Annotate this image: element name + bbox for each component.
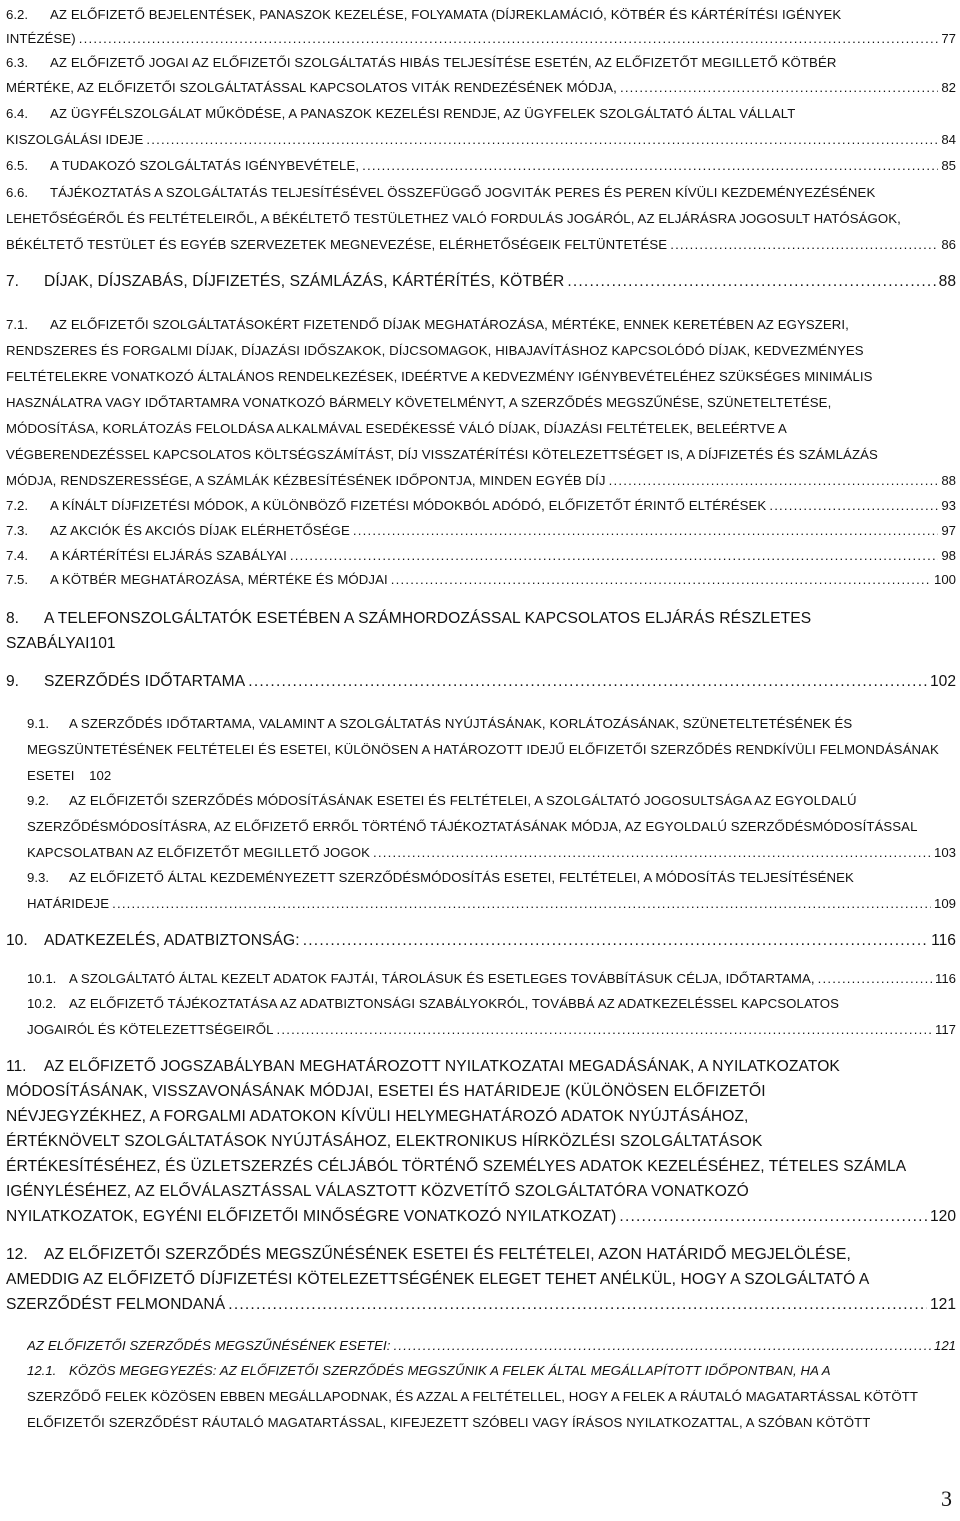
toc-number: 6.4. <box>6 106 28 121</box>
toc-text: AZ ELŐFIZETŐI SZERZŐDÉS MEGSZŰNÉSÉNEK ESETEI: <box>27 1338 391 1353</box>
toc-text: AZ AKCIÓK ÉS AKCIÓS DÍJAK ELÉRHETŐSÉGE <box>50 523 350 538</box>
toc-entry-6-6-line1[interactable] <box>6 180 956 206</box>
toc-leader <box>769 493 938 519</box>
toc-text: MÉRTÉKE, AZ ELŐFIZETŐI SZOLGÁLTATÁSSAL KAPCSOLATOS VITÁK RENDEZÉSÉNEK MÓDJA, <box>6 80 617 95</box>
toc-text: ELŐFIZETŐI SZERZŐDÉST RÁUTALÓ MAGATARTÁSSAL, KIFEJEZETT SZÓBELI VAGY ÍRÁSOS NYILATKOZATTAL, A SZÓBAN KÖTÖTT <box>27 1415 871 1430</box>
toc-text: KÖZÖS MEGEGYEZÉS: AZ ELŐFIZETŐI SZERZŐDÉS MEGSZŰNIK A FELEK ÁLTAL MEGÁLLAPÍTOTT IDŐPONTBAN, HA A <box>69 1363 831 1378</box>
toc-entry-6-4-line1[interactable] <box>6 101 956 127</box>
toc-leader <box>290 543 938 569</box>
toc-text: A KÁRTÉRÍTÉSI ELJÁRÁS SZABÁLYAI <box>50 548 287 563</box>
toc-entry-11-line6[interactable] <box>6 1179 956 1205</box>
toc-entry-6-6-line2[interactable] <box>6 206 956 232</box>
toc-text: ÉRTÉKESÍTÉSÉHEZ, ÉS ÜZLETSZERZÉS CÉLJÁBÓL TÖRTÉNŐ SZEMÉLYES ADATOK KEZELÉSÉHEZ, TÉTELES SZÁMLA <box>6 1158 907 1175</box>
page-number: 3 <box>941 1486 952 1511</box>
toc-text: SZERZŐDÉSMÓDOSÍTÁSRA, AZ ELŐFIZETŐ ERRŐL TÖRTÉNŐ TÁJÉKOZTATÁSÁNAK MÓDJA, AZ EGYOLDALÚ SZERZŐDÉSMÓDOSÍTÁSSAL <box>27 819 918 834</box>
toc-number: 10. <box>6 932 28 949</box>
toc-leader <box>146 127 938 153</box>
toc-text: SZABÁLYAI <box>6 635 90 652</box>
toc-text: NÉVJEGYZÉKHEZ, A FORGALMI ADATOKON KÍVÜLI HELYMEGHATÁROZÓ ADATOK NYÚJTÁSÁHOZ, <box>6 1108 749 1125</box>
toc-leader <box>620 75 938 101</box>
toc-leader <box>362 153 938 179</box>
toc-entry-6-5[interactable] <box>6 153 956 179</box>
toc-number: 8. <box>6 610 20 627</box>
toc-entry-11-line7[interactable] <box>6 1204 956 1230</box>
toc-number: 7.1. <box>6 317 28 332</box>
toc-leader <box>670 232 938 258</box>
toc-number: 7.2. <box>6 498 28 513</box>
toc-entry-9-1-line2[interactable] <box>27 737 956 763</box>
toc-text: NYILATKOZATOK, EGYÉNI ELŐFIZETŐI MINŐSÉGRE VONATKOZÓ NYILATKOZAT) <box>6 1208 617 1225</box>
toc-leader <box>818 966 932 992</box>
toc-text: AZ ELŐFIZETŐ JOGAI AZ ELŐFIZETŐI SZOLGÁLTATÁS HIBÁS TELJESÍTÉSE ESETÉN, AZ ELŐFIZETŐT MEGILLETŐ KÖTBÉR <box>50 55 837 70</box>
toc-entry-11-line3[interactable] <box>6 1104 956 1130</box>
toc-page: 120 <box>929 1208 956 1225</box>
toc-number: 7.5. <box>6 572 28 587</box>
toc-entry-9-1-line3[interactable] <box>27 763 956 789</box>
toc-entry-9[interactable] <box>6 669 956 695</box>
toc-entry-10[interactable] <box>6 928 956 954</box>
toc-entry-7-1-line4[interactable] <box>6 390 956 416</box>
toc-entry-10-2-line2[interactable] <box>27 1017 956 1043</box>
toc-entry-7-1-line1[interactable] <box>6 312 956 338</box>
toc-number: 12. <box>6 1246 28 1263</box>
toc-entry-7-1-line3[interactable] <box>6 364 956 390</box>
toc-page: 82 <box>941 80 956 95</box>
toc-number: 9.2. <box>27 793 49 808</box>
toc-leader <box>373 840 931 866</box>
toc-entry-12-1-line3[interactable] <box>27 1410 956 1436</box>
toc-number: 12.1. <box>27 1363 57 1378</box>
toc-text: AZ ELŐFIZETŐI SZERZŐDÉS MÓDOSÍTÁSÁNAK ESETEI ÉS FELTÉTELEI, A SZOLGÁLTATÓ JOGOSULTSÁGA AZ EGYOLDALÚ <box>69 793 857 808</box>
toc-text: KAPCSOLATBAN AZ ELŐFIZETŐT MEGILLETŐ JOGOK <box>27 845 370 860</box>
toc-text: ÉRTÉKNÖVELT SZOLGÁLTATÁSOK NYÚJTÁSÁHOZ, ELEKTRONIKUS HÍRKÖZLÉSI SZOLGÁLTATÁSOK <box>6 1133 763 1150</box>
toc-entry-6-2-line1[interactable] <box>6 2 956 28</box>
toc-text: SZERZŐDÉST FELMONDANÁ <box>6 1296 226 1313</box>
toc-entry-11-line2[interactable] <box>6 1079 956 1105</box>
toc-entry-6-6-line3[interactable] <box>6 232 956 258</box>
toc-entry-10-1[interactable] <box>27 966 956 992</box>
toc-text: AZ ELŐFIZETŐ JOGSZABÁLYBAN MEGHATÁROZOTT NYILATKOZATAI MEGADÁSÁNAK, A NYILATKOZATOK <box>44 1058 840 1075</box>
toc-entry-7-1-line5[interactable] <box>6 416 956 442</box>
toc-entry-6-4-line2[interactable] <box>6 127 956 153</box>
toc-text: MÓDJA, RENDSZERESSÉGE, A SZÁMLÁK KÉZBESÍTÉSÉNEK IDŐPONTJA, MINDEN EGYÉB DÍJ <box>6 473 606 488</box>
toc-page: 102 <box>929 673 956 690</box>
toc-page: 117 <box>934 1022 956 1037</box>
toc-entry-7-3[interactable] <box>6 518 956 544</box>
toc-page: 103 <box>933 845 956 860</box>
toc-page: 121 <box>929 1296 956 1313</box>
toc-entry-8-line1[interactable] <box>6 606 956 632</box>
toc-entry-9-2-line3[interactable] <box>27 840 956 866</box>
toc-entry-9-3-line1[interactable] <box>27 865 956 891</box>
toc-text: A SZOLGÁLTATÓ ÁLTAL KEZELT ADATOK FAJTÁI, TÁROLÁSUK ÉS ESETLEGES TOVÁBBÍTÁSUK CÉLJA, IDŐTARTAMA, <box>69 971 815 986</box>
toc-number: 9.3. <box>27 870 49 885</box>
toc-entry-12-1-line1[interactable] <box>27 1358 956 1384</box>
toc-text: BÉKÉLTETŐ TESTÜLET ÉS EGYÉB SZERVEZETEK MEGNEVEZÉSE, ELÉRHETŐSÉGEIK FELTÜNTETÉSE <box>6 237 668 252</box>
toc-text: AZ ELŐFIZETŐ BEJELENTÉSEK, PANASZOK KEZELÉSE, FOLYAMATA (DÍJREKLAMÁCIÓ, KÖTBÉR ÉS KÁRTÉRÍTÉSI IGÉNYEK <box>50 7 842 22</box>
toc-entry-6-3-line2[interactable] <box>6 75 956 101</box>
toc-page: 101 <box>89 635 116 652</box>
toc-text: A SZERZŐDÉS IDŐTARTAMA, VALAMINT A SZOLGÁLTATÁS NYÚJTÁSÁNAK, KORLÁTOZÁSÁNAK, SZÜNETELTETÉSÉNEK ÉS <box>69 716 853 731</box>
toc-entry-9-2-line1[interactable] <box>27 788 956 814</box>
toc-leader <box>277 1017 932 1043</box>
toc-entry-12-line1[interactable] <box>6 1242 956 1268</box>
toc-number: 10.1. <box>27 971 57 986</box>
toc-number: 7.3. <box>6 523 28 538</box>
toc-leader <box>112 891 931 917</box>
toc-text: AMEDDIG AZ ELŐFIZETŐ DÍJFIZETÉSI KÖTELEZETTSÉGÉNEK ELEGET TEHET ANÉLKÜL, HOGY A SZOLGÁLTATÓ A <box>6 1271 870 1288</box>
toc-page: 102 <box>89 768 112 783</box>
toc-text: A TUDAKOZÓ SZOLGÁLTATÁS IGÉNYBEVÉTELE, <box>50 158 360 173</box>
toc-page: 88 <box>941 473 956 488</box>
toc-entry-12-line2[interactable] <box>6 1267 956 1293</box>
toc-text: MÓDOSÍTÁSÁNAK, VISSZAVONÁSÁNAK MÓDJAI, ESETEI ÉS HATÁRIDEJE (KÜLÖNÖSEN ELŐFIZETŐI <box>6 1083 766 1100</box>
toc-page: 84 <box>941 132 956 147</box>
toc-text: AZ ELŐFIZETŐ TÁJÉKOZTATÁSA AZ ADATBIZTONSÁGI SZABÁLYOKRÓL, TOVÁBBÁ AZ ADATKEZELÉSSEL KAPCSOLATOS <box>69 996 840 1011</box>
toc-text: LEHETŐSÉGÉRŐL ÉS FELTÉTELEIRŐL, A BÉKÉLTETŐ TESTÜLETHEZ VALÓ FORDULÁS JOGÁRÓL, AZ ELJÁRÁSRA JOGOSULT HATÓSÁGOK, <box>6 211 901 226</box>
toc-number: 6.6. <box>6 185 28 200</box>
toc-page: 77 <box>941 31 956 46</box>
toc-leader <box>228 1292 927 1318</box>
toc-entry-9-2-line2[interactable] <box>27 814 956 840</box>
toc-page: 116 <box>934 971 956 986</box>
toc-entry-7[interactable] <box>6 269 956 295</box>
toc-number: 6.2. <box>6 7 28 22</box>
toc-entry-7-4[interactable] <box>6 543 956 569</box>
toc-text: SZERZŐDÉS IDŐTARTAMA <box>44 673 246 690</box>
toc-text: ESETEI <box>27 768 75 783</box>
toc-entry-10-2-line1[interactable] <box>27 991 956 1017</box>
toc-text: RENDSZERES ÉS FORGALMI DÍJAK, DÍJAZÁSI IDŐSZAKOK, DÍJCSOMAGOK, HIBAJAVÍTÁSHOZ KAPCSOLÓDÓ DÍJAK, KEDVEZMÉNYES <box>6 343 864 358</box>
toc-entry-7-1-line2[interactable] <box>6 338 956 364</box>
toc-leader <box>303 928 928 954</box>
toc-text: HASZNÁLATRA VAGY IDŐTARTAMRA VONATKOZÓ BÁRMELY KÖVETELMÉNYT, A SZERZŐDÉS MEGSZŰNÉSE, SZÜNETELTETÉSE, <box>6 395 832 410</box>
toc-entry-11-line5[interactable] <box>6 1154 956 1180</box>
toc-text: JOGAIRÓL ÉS KÖTELEZETTSÉGEIRŐL <box>27 1022 274 1037</box>
toc-leader <box>567 269 935 295</box>
toc-text: AZ ELŐFIZETŐ ÁLTAL KEZDEMÉNYEZETT SZERZŐDÉSMÓDOSÍTÁS ESETEI, FELTÉTELEI, A MÓDOSÍTÁS TELJESÍTÉSÉNEK <box>69 870 854 885</box>
toc-page: 86 <box>941 237 956 252</box>
toc-number: 11. <box>6 1058 27 1075</box>
toc-text: A KÍNÁLT DÍJFIZETÉSI MÓDOK, A KÜLÖNBÖZŐ FIZETÉSI MÓDOKBÓL ADÓDÓ, ELŐFIZETŐT ÉRINTŐ ELTÉRÉSEK <box>50 498 767 513</box>
toc-page: 100 <box>933 572 956 587</box>
toc-entry-6-3-line1[interactable] <box>6 50 956 76</box>
toc-text: MÓDOSÍTÁSA, KORLÁTOZÁS FELOLDÁSA ALKALMÁVAL ESEDÉKESSÉ VÁLÓ DÍJAK, DÍJAZÁSI FELTÉTELEK, BELEÉRTVE A <box>6 421 787 436</box>
toc-text: IGÉNYLÉSÉHEZ, AZ ELŐVÁLASZTÁSSAL VÁLASZTOTT KÖZVETÍTŐ SZOLGÁLTATÓRA VONATKOZÓ <box>6 1183 749 1200</box>
toc-page: 98 <box>941 548 956 563</box>
toc-entry-7-2[interactable] <box>6 493 956 519</box>
toc-entry-7-1-line6[interactable] <box>6 442 956 468</box>
toc-text: INTÉZÉSE) <box>6 31 76 46</box>
toc-page: 93 <box>941 498 956 513</box>
toc-text: VÉGBERENDEZÉSSEL KAPCSOLATOS KÖLTSÉGSZÁMÍTÁST, DÍJ VISSZATÉRÍTÉSI KÖTELEZETTSÉGET IS, A DÍJFIZETÉS ÉS SZÁMLÁZÁS <box>6 447 878 462</box>
toc-text: AZ ELŐFIZETŐI SZERZŐDÉS MEGSZŰNÉSÉNEK ESETEI ÉS FELTÉTELEI, AZON HATÁRIDŐ MEGJELÖLÉSE, <box>44 1246 851 1263</box>
toc-leader <box>391 567 931 593</box>
toc-entry-11-line4[interactable] <box>6 1129 956 1155</box>
toc-number: 7. <box>6 273 20 290</box>
toc-entry-12-1-line2[interactable] <box>27 1384 956 1410</box>
toc-leader <box>79 26 939 52</box>
toc-number: 6.5. <box>6 158 28 173</box>
toc-text: MEGSZÜNTETÉSÉNEK FELTÉTELEI ÉS ESETEI, KÜLÖNÖSEN A HATÁROZOTT IDEJŰ ELŐFIZETŐI SZERZŐDÉS RENDKÍVÜLI FELMONDÁSÁNAK <box>27 742 939 757</box>
toc-page: 85 <box>941 158 956 173</box>
toc-leader <box>353 518 938 544</box>
toc-page: 121 <box>933 1338 956 1353</box>
toc-page: 109 <box>933 896 956 911</box>
toc-number: 10.2. <box>27 996 57 1011</box>
toc-number: 7.4. <box>6 548 28 563</box>
toc-number: 6.3. <box>6 55 28 70</box>
toc-text: A TELEFONSZOLGÁLTATÓK ESETÉBEN A SZÁMHORDOZÁSSAL KAPCSOLATOS ELJÁRÁS RÉSZLETES <box>44 610 812 627</box>
toc-text: SZERZŐDŐ FELEK KÖZÖSEN EBBEN MEGÁLLAPODNAK, ÉS AZZAL A FELTÉTELLEL, HOGY A FELEK A RÁUTALÓ MAGATARTÁSSAL KÖTÖTT <box>27 1389 919 1404</box>
toc-number: 9. <box>6 673 20 690</box>
toc-number: 9.1. <box>27 716 49 731</box>
toc-page: 88 <box>938 273 956 290</box>
toc-entry-9-3-line2[interactable] <box>27 891 956 917</box>
toc-entry-7-1-line7[interactable] <box>6 468 956 494</box>
toc-text: AZ ELŐFIZETŐI SZOLGÁLTATÁSOKÉRT FIZETENDŐ DÍJAK MEGHATÁROZÁSA, MÉRTÉKE, ENNEK KERETÉBEN AZ EGYSZERI, <box>50 317 849 332</box>
toc-text: HATÁRIDEJE <box>27 896 110 911</box>
toc-entry-12-subheading[interactable] <box>27 1333 956 1359</box>
toc-leader <box>609 468 939 494</box>
toc-leader <box>619 1204 927 1230</box>
toc-page: 116 <box>931 932 956 949</box>
toc-text: ADATKEZELÉS, ADATBIZTONSÁG: <box>44 932 300 949</box>
toc-text: FELTÉTELEKRE VONATKOZÓ ÁLTALÁNOS RENDELKEZÉSEK, IDEÉRTVE A KEDVEZMÉNY IGÉNYBEVÉTELÉHEZ SZÜKSÉGES MINIMÁLIS <box>6 369 873 384</box>
toc-text: KISZOLGÁLÁSI IDEJE <box>6 132 144 147</box>
toc-text: A KÖTBÉR MEGHATÁROZÁSA, MÉRTÉKE ÉS MÓDJAI <box>50 572 388 587</box>
toc-entry-11-line1[interactable] <box>6 1054 956 1080</box>
toc-text: AZ ÜGYFÉLSZOLGÁLAT MŰKÖDÉSE, A PANASZOK KEZELÉSI RENDJE, AZ ÜGYFELEK SZOLGÁLTATÓ ÁLTAL VÁLLALT <box>50 106 796 121</box>
toc-leader <box>394 1333 931 1359</box>
toc-entry-7-5[interactable] <box>6 567 956 593</box>
toc-entry-8-line2[interactable] <box>6 631 956 657</box>
toc-text: TÁJÉKOZTATÁS A SZOLGÁLTATÁS TELJESÍTÉSÉVEL ÖSSZEFÜGGŐ JOGVITÁK PERES ÉS PEREN KÍVÜLI KEZDEMÉNYEZÉSÉNEK <box>50 185 876 200</box>
toc-page: 97 <box>941 523 956 538</box>
toc-entry-9-1-line1[interactable] <box>27 711 956 737</box>
toc-entry-6-2-line2[interactable] <box>6 26 956 52</box>
toc-entry-12-line3[interactable] <box>6 1292 956 1318</box>
toc-text: DÍJAK, DÍJSZABÁS, DÍJFIZETÉS, SZÁMLÁZÁS, KÁRTÉRÍTÉS, KÖTBÉR <box>44 273 565 290</box>
toc-leader <box>248 669 927 695</box>
